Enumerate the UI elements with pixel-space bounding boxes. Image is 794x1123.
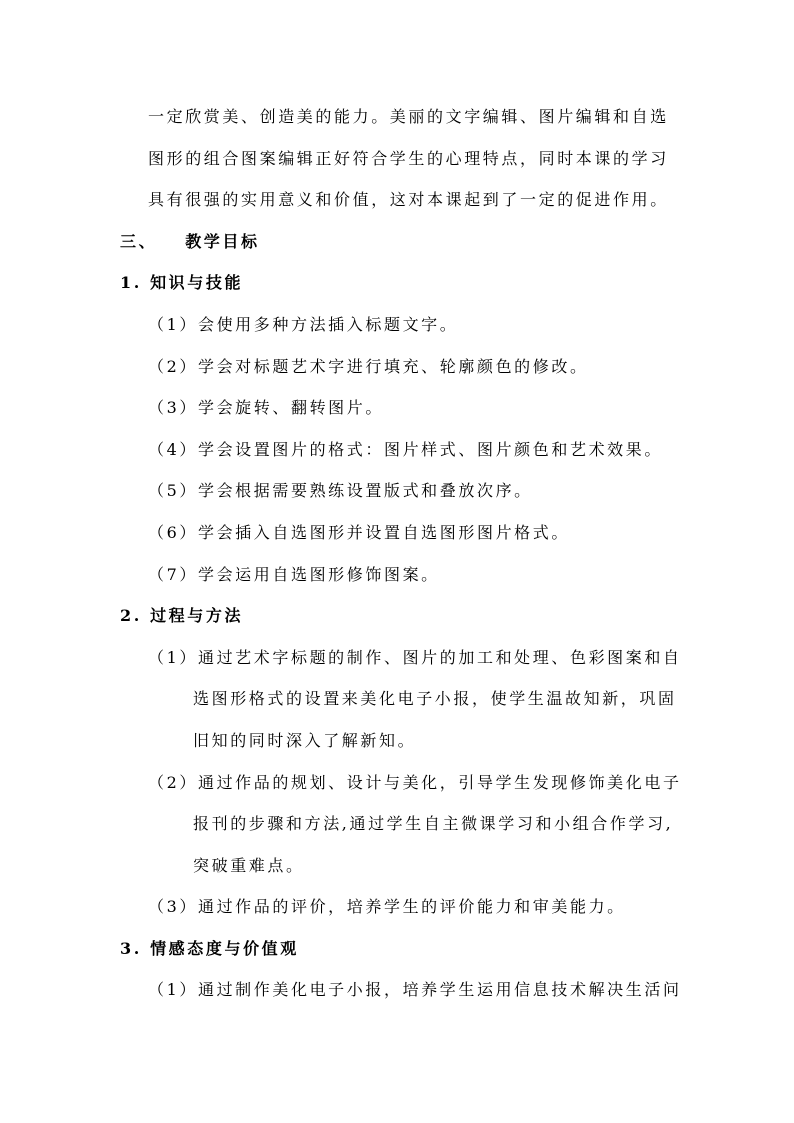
item-label: （2） — [148, 772, 198, 792]
item-label: （7） — [148, 564, 198, 584]
item-text: 通过艺术字标题的制作、图片的加工和处理、色彩图案和自 — [197, 647, 682, 667]
list-item — [0, 357, 794, 399]
item-label: （2） — [148, 356, 198, 376]
item-text: 会使用多种方法插入标题文字。 — [197, 314, 459, 334]
section-title: 教学目标 — [185, 231, 260, 251]
goal-heading-knowledge: 1. 知识与技能 — [120, 273, 244, 293]
list-item-continuation: 旧知的同时深入了解新知。 — [193, 730, 417, 750]
section-heading — [0, 232, 794, 274]
list-item — [0, 773, 794, 815]
item-text: 通过制作美化电子小报，培养学生运用信息技术解决生活问 — [197, 980, 682, 1000]
item-label: （4） — [148, 439, 198, 459]
paragraph-line: 具有很强的实用意义和价值，这对本课起到了一定的促进作用。 — [148, 190, 669, 210]
item-label: （1） — [148, 647, 198, 667]
item-label: （5） — [148, 481, 198, 501]
item-label: （3） — [148, 897, 198, 917]
list-item — [0, 398, 794, 440]
item-text: 通过作品的规划、设计与美化，引导学生发现修饰美化电子 — [197, 772, 682, 792]
list-item-continuation: 选图形格式的设置来美化电子小报，使学生温故知新，巩固 — [193, 689, 677, 709]
list-item — [0, 440, 794, 482]
paragraph-line: 图形的组合图案编辑正好符合学生的心理特点，同时本课的学习 — [148, 148, 669, 168]
item-text: 学会设置图片的格式：图片样式、图片颜色和艺术效果。 — [197, 439, 663, 459]
item-label: （6） — [148, 522, 198, 542]
list-item — [0, 980, 794, 1022]
paragraph-line: 一定欣赏美、创造美的能力。美丽的文字编辑、图片编辑和自选 — [148, 107, 669, 126]
list-item — [0, 648, 794, 690]
section-number: 三、 — [120, 231, 158, 251]
goal-heading-values: 3. 情感态度与价值观 — [120, 938, 299, 958]
list-item-continuation: 报刊的步骤和方法,通过学生自主微课学习和小组合作学习, — [193, 814, 674, 834]
list-item-continuation: 突破重难点。 — [193, 855, 305, 875]
item-label: （3） — [148, 398, 198, 418]
item-text: 通过作品的评价，培养学生的评价能力和审美能力。 — [197, 897, 626, 917]
list-item — [0, 523, 794, 565]
list-item — [0, 897, 794, 939]
page-content — [0, 107, 794, 1022]
item-label: （1） — [148, 314, 198, 334]
item-text: 学会对标题艺术字进行填充、轮廓颜色的修改。 — [197, 356, 589, 376]
list-item — [0, 565, 794, 607]
goal-heading-process: 2. 过程与方法 — [120, 606, 244, 626]
item-text: 学会运用自选图形修饰图案。 — [197, 564, 440, 584]
list-item — [0, 315, 794, 357]
item-text: 学会插入自选图形并设置自选图形图片格式。 — [197, 522, 570, 542]
item-text: 学会旋转、翻转图片。 — [197, 398, 384, 418]
item-label: （1） — [148, 980, 198, 1000]
item-text: 学会根据需要熟练设置版式和叠放次序。 — [197, 481, 533, 501]
list-item — [0, 481, 794, 523]
